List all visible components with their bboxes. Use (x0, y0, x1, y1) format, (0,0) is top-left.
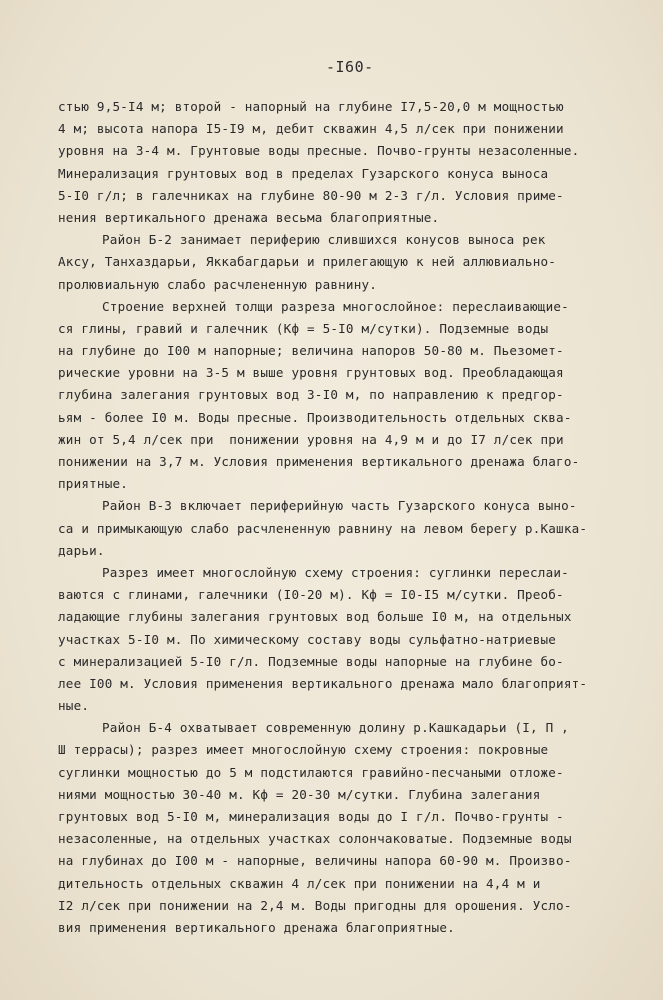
paragraph-start-line: Район Б-2 занимает периферию слившихся конусов выноса рек (102, 232, 546, 248)
text-line: незасоленные, на отдельных участках солончаковатые. Подземные воды (58, 831, 572, 847)
text-line: I2 л/сек при понижении на 2,4 м. Воды пригодны для орошения. Усло- (58, 897, 572, 913)
text-line: вия применения вертикального дренажа благоприятные. (58, 919, 455, 935)
body-text (58, 96, 658, 939)
paragraph-start-line: Район В-3 включает периферийную часть Гузарского конуса выно- (102, 498, 577, 514)
text-line: глубина залегания грунтовых вод 3-I0 м, по направлению к предгор- (58, 387, 564, 403)
text-line: нения вертикального дренажа весьма благоприятные. (58, 209, 440, 225)
text-line: 5-I0 г/л; в галечниках на глубине 80-90 м 2-3 г/л. Условия приме- (58, 187, 564, 203)
text-line: пролювиальную слабо расчлененную равнину. (58, 276, 378, 292)
text-line: ся глины, гравий и галечник (Кф = 5-I0 м/сутки). Подземные воды (58, 320, 549, 336)
text-line: лее I00 м. Условия применения вертикального дренажа мало благоприят- (58, 675, 588, 691)
paragraph-start-line: Разрез имеет многослойную схему строения: суглинки переслаи- (102, 564, 569, 580)
text-line: дарьи. (58, 542, 105, 558)
text-line: стью 9,5-I4 м; второй - напорный на глубине I7,5-20,0 м мощностью (58, 99, 564, 114)
text-line: суглинки мощностью до 5 м подстилаются гравийно-песчаными отложе- (58, 764, 564, 780)
text-line: жин от 5,4 л/сек при понижении уровня на 4,9 м и до I7 л/сек при (58, 431, 564, 447)
text-line: на глубинах до I00 м - напорные, величины напора 60-90 м. Произво- (58, 853, 572, 869)
text-line: грунтовых вод 5-I0 м, минерализация воды до I г/л. Почво-грунты - (58, 809, 564, 824)
text-line: Ш террасы); разрез имеет многослойную схему строения: покровные (58, 742, 549, 758)
text-line: уровня на 3-4 м. Грунтовые воды пресные. Почво-грунты незасоленные. (58, 143, 580, 159)
text-line: ьям - более I0 м. Воды пресные. Производительность отдельных сква- (58, 409, 572, 425)
text-line: ваются с глинами, галечники (I0-20 м). Кф = I0-I5 м/сутки. Преоб- (58, 587, 564, 603)
paragraph-start-line: Строение верхней толщи разреза многослойное: переслаивающие- (102, 298, 569, 314)
paragraph-start-line: Район Б-4 охватывает современную долину р.Кашкадарьи (I, П , (102, 720, 569, 736)
text-line: ниями мощностью 30-40 м. Кф = 20-30 м/сутки. Глубина залегания (58, 786, 541, 802)
text-line: участках 5-I0 м. По химическому составу воды сульфатно-натриевые (58, 631, 557, 647)
page-number: -I60- (326, 58, 374, 76)
text-line: с минерализацией 5-I0 г/л. Подземные воды напорные на глубине бо- (58, 653, 564, 669)
text-line: приятные. (58, 476, 129, 492)
text-line: ные. (58, 698, 90, 714)
text-line: Аксу, Танхаздарьи, Яккабагдарьи и прилегающую к ней аллювиально- (58, 254, 557, 270)
text-line: ладающие глубины залегания грунтовых вод больше I0 м, на отдельных (58, 609, 572, 625)
text-line: са и примыкающую слабо расчлененную равнину на левом берегу р.Кашка- (58, 520, 588, 536)
text-line: рические уровни на 3-5 м выше уровня грунтовых вод. Преобладающая (58, 365, 564, 381)
text-line: понижении на 3,7 м. Условия применения вертикального дренажа благо- (58, 454, 580, 469)
text-line: Минерализация грунтовых вод в пределах Гузарского конуса выноса (58, 165, 549, 181)
text-line: на глубине до I00 м напорные; величина напоров 50-80 м. Пьезомет- (58, 343, 564, 359)
text-line: 4 м; высота напора I5-I9 м, дебит скважин 4,5 л/сек при понижении (58, 121, 564, 137)
text-line: дительность отдельных скважин 4 л/сек при понижении на 4,4 м и (58, 875, 541, 891)
